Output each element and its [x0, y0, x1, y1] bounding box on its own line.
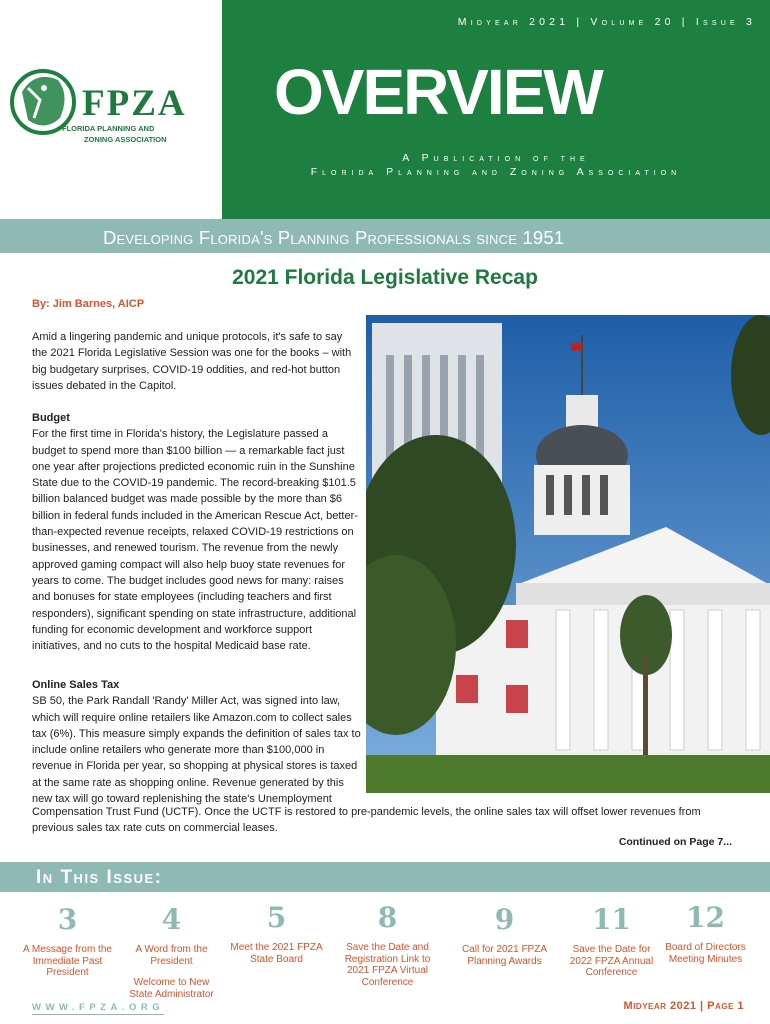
- page-label: Midyear 2021 | Page 1: [623, 1000, 744, 1012]
- toc-description: A Message from the Immediate Past President: [23, 944, 112, 978]
- toc-item[interactable]: [340, 901, 435, 988]
- capitol-photo: [366, 315, 770, 793]
- toc-page-number: 5: [266, 901, 287, 934]
- byline: By: Jim Barnes, AICP: [32, 298, 145, 310]
- website-link[interactable]: WWW.FPZA.ORG: [32, 1002, 165, 1013]
- article-intro: [32, 329, 357, 394]
- toc-description: A Word from the President: [135, 944, 208, 967]
- toc-page-number: 12: [686, 901, 725, 934]
- toc-description-secondary: Welcome to New State Administrator: [129, 977, 214, 1000]
- toc-description: Save the Date and Registration Link to 2021 FPZA Virtual Conference: [344, 942, 431, 988]
- logo-abbrev: FPZA: [82, 83, 187, 124]
- sales-tax-section: [32, 677, 362, 807]
- logo-name-line-1: FLORIDA PLANNING AND: [62, 124, 155, 133]
- toc-description: Meet the 2021 FPZA State Board: [230, 942, 323, 965]
- article-title: 2021 Florida Legislative Recap: [232, 266, 538, 289]
- toc-page-number: 8: [377, 901, 398, 934]
- budget-section: [32, 410, 362, 654]
- in-this-issue-heading: In This Issue:: [36, 867, 163, 888]
- toc-description: Save the Date for 2022 FPZA Annual Conference: [569, 944, 654, 978]
- sales-tax-heading: Online Sales Tax: [32, 679, 120, 691]
- tagline-text: Developing Florida's Planning Professionals since 1951: [103, 227, 565, 248]
- toc-item[interactable]: [457, 903, 552, 967]
- toc-item[interactable]: [20, 903, 115, 979]
- intro-paragraph: Amid a lingering pandemic and unique protocols, it's safe to say the 2021 Florida Legislative Session was one for the books – with big budgetary surprises, COVID-19 oddities, and red-hot button issues debated in the Capitol.: [32, 331, 352, 392]
- toc-description: Call for 2021 FPZA Planning Awards: [461, 944, 548, 967]
- publication-line-1: A Publication of the: [402, 152, 590, 164]
- sales-tax-paragraph: SB 50, the Park Randall 'Randy' Miller Act, was signed into law, which will require online retailers like Amazon.com to collect sales tax (6%). This measure simply expands the definition of sales tax to include online retailers who generate more than $100,000 in revenue in Florida per year, so shopping at physical stores is taxed at the same rate as shopping online. Revenue generated by this new tax will go toward replenishing the state's Unemployment: [32, 695, 361, 806]
- toc-item[interactable]: [564, 903, 659, 979]
- continued-note: Continued on Page 7...: [618, 836, 732, 848]
- issue-line: Midyear 2021 | Volume 20 | Issue 3: [457, 16, 756, 28]
- sales-tax-continued: [32, 804, 737, 837]
- toc-item[interactable]: [124, 903, 219, 1000]
- sales-tax-paragraph-wide: Compensation Trust Fund (UCTF). Once the UCTF is restored to pre-pandemic levels, the online sales tax will offset lower revenues from previous sales tax rate cuts on commercial leases.: [32, 806, 701, 835]
- publication-line-2: Florida Planning and Zoning Association: [310, 166, 682, 178]
- toc-page-number: 3: [57, 903, 78, 936]
- toc-page-number: 9: [494, 903, 515, 936]
- masthead: [222, 0, 770, 219]
- budget-paragraph: For the first time in Florida's history, the Legislature passed a budget to spend more than $100 billion — a remarkable fact just one year after projections predicted economic ruin in the Sunshine State due to the COVID-19 pandemic. The record-breaking $101.5 billion balanced budget was made possible by the more than $6 billion in federal funds included in the American Rescue Act, better-than-expected revenue receipts, relaxed COVID-19 restrictions on businesses, and renewed tourism. The revenue from the newly approved gaming compact will also help buoy state revenues for years to come. The budget includes good news for many: raises and bonuses for state employees (including teachers and first responders), significant spending on state infrastructure, additional funding for economic development and workforce support initiatives, and no cuts to the hospital Medicaid base rate.: [32, 428, 358, 653]
- toc-description: Board of Directors Meeting Minutes: [665, 942, 746, 965]
- toc-page-number: 11: [592, 903, 631, 936]
- logo-area: [0, 0, 222, 219]
- masthead-title: OVERVIEW: [274, 56, 602, 128]
- budget-heading: Budget: [32, 412, 70, 424]
- logo-name-line-2: ZONING ASSOCIATION: [84, 135, 167, 144]
- toc-item[interactable]: [229, 901, 324, 965]
- toc-item[interactable]: [658, 901, 753, 965]
- toc-page-number: 4: [161, 903, 182, 936]
